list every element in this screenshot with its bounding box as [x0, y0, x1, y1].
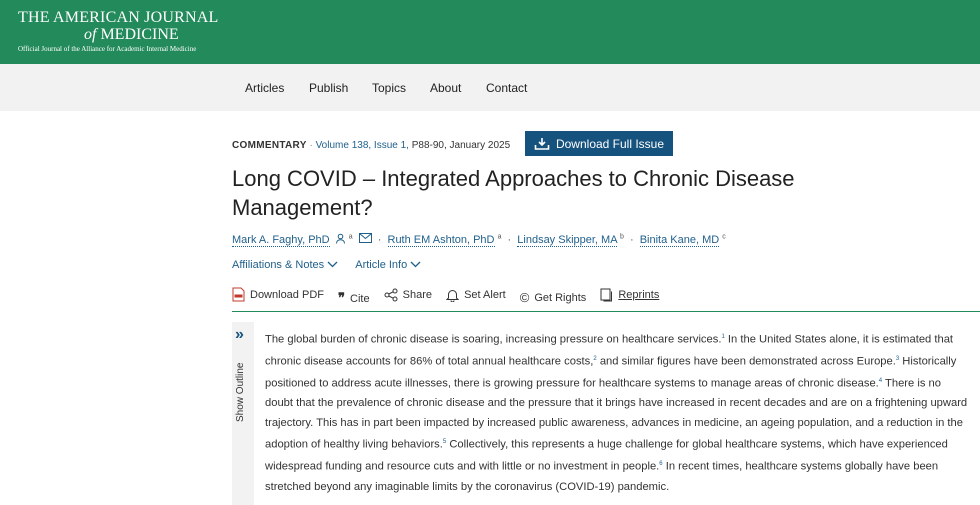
affiliations-notes-label: Affiliations & Notes: [232, 259, 325, 271]
nav-topics[interactable]: Topics: [372, 81, 407, 95]
download-full-issue-label: Download Full Issue: [555, 136, 665, 151]
journal-tagline: Official Journal of the Alliance for Academic Internal Medicine: [18, 45, 197, 53]
site-header: [0, 0, 980, 64]
get-rights-button[interactable]: [520, 290, 587, 305]
nav-articles[interactable]: Articles: [245, 81, 285, 95]
download-full-issue-button[interactable]: [525, 131, 673, 156]
article-info-label: Article Info: [355, 259, 408, 271]
author-list: Mark A. Faghy, PhD $^a$ · Ruth EM Ashton, PhD $^a$ · Lindsay Skipper, MA $^b$ · Binita Kane, MD $^c$: [232, 233, 726, 246]
cite-label: Cite: [350, 292, 370, 305]
article-tools: [232, 287, 980, 306]
download-pdf-label: Download PDF: [250, 288, 324, 301]
body-text-run: and similar figures have been demonstrated across Europe.: [596, 355, 896, 368]
nav-about[interactable]: About: [430, 81, 462, 95]
body-text-run: In recent times, healthcare systems globally have been stretched beyond any imaginable limits by the coronavirus (COVID-19) pandemic.: [265, 461, 939, 493]
reprints-icon: [600, 288, 613, 302]
double-chevron-right-icon: »: [235, 326, 244, 343]
affiliation-sup: c: [722, 233, 726, 241]
share-icon: [384, 288, 398, 302]
article-info-toggle[interactable]: [355, 259, 421, 271]
share-label: Share: [402, 289, 433, 301]
nav-publish[interactable]: Publish: [309, 81, 349, 95]
mail-icon[interactable]: [359, 233, 372, 243]
affiliation-sup: a: [348, 233, 353, 241]
body-text-run: The global burden of chronic disease is soaring, increasing pressure on healthcare services.: [265, 333, 722, 346]
quote-icon: ❞: [338, 291, 346, 306]
main-nav: [0, 64, 980, 111]
article-body-paragraph: [265, 328, 970, 497]
bell-icon: [446, 288, 459, 302]
tools-divider: [232, 311, 980, 312]
reprints-button[interactable]: [600, 288, 659, 302]
reprints-label: Reprints: [618, 289, 660, 301]
author-link[interactable]: Binita Kane, MD: [639, 234, 720, 246]
author-link[interactable]: Ruth EM Ashton, PhD: [387, 234, 495, 246]
reference-link[interactable]: 2: [593, 356, 597, 363]
set-alert-button[interactable]: [446, 288, 506, 302]
journal-logo-of: of: [84, 26, 97, 43]
article-links: [232, 259, 435, 271]
affiliations-notes-toggle[interactable]: [232, 259, 341, 271]
reference-link[interactable]: 4: [878, 378, 883, 385]
author-link[interactable]: Mark A. Faghy, PhD: [232, 234, 330, 246]
volume-link[interactable]: Volume 138, Issue 1,: [315, 140, 409, 151]
journal-logo-name: MEDICINE: [100, 26, 179, 43]
download-pdf-button[interactable]: [232, 287, 324, 302]
chevron-down-icon: [410, 261, 421, 268]
body-text-run: In the United States alone, it is estimated that chronic disease accounts for 86% of total annual healthcare costs,: [265, 333, 954, 368]
reference-link[interactable]: 1: [721, 334, 725, 340]
article-meta: COMMENTARY · Volume 138, Issue 1, P88-90, January 2025: [232, 140, 511, 151]
share-button[interactable]: [384, 288, 432, 302]
reference-link[interactable]: 6: [659, 461, 663, 468]
show-outline-label: Show Outline: [235, 362, 246, 422]
body-text-run: Collectively, this represents a huge challenge for global healthcare systems, which have experienced widespread funding and resource cuts and with little or no investment in people.: [265, 438, 948, 474]
journal-logo-line2[interactable]: [84, 26, 179, 44]
reference-link[interactable]: 3: [895, 356, 900, 363]
author-link[interactable]: Lindsay Skipper, MA: [517, 234, 617, 246]
pages-date: P88-90, January 2025: [411, 140, 511, 151]
person-icon[interactable]: [335, 233, 346, 244]
pdf-icon: [232, 287, 245, 302]
body-text-run: Historically positioned to address acute illnesses, there is growing pressure for healthcare systems to manage areas of chronic disease.: [265, 355, 957, 391]
show-outline-toggle[interactable]: [232, 322, 254, 505]
affiliation-sup: b: [620, 233, 624, 241]
chevron-down-icon: [327, 261, 338, 268]
cite-button[interactable]: [338, 291, 370, 306]
reference-link[interactable]: 5: [442, 439, 447, 446]
nav-contact[interactable]: Contact: [486, 81, 528, 95]
article-title: Long COVID – Integrated Approaches to Chronic Disease Management?: [232, 166, 795, 220]
get-rights-label: Get Rights: [534, 291, 587, 304]
affiliation-sup: a: [497, 233, 502, 241]
copyright-icon: ©: [519, 290, 530, 305]
journal-logo-line1[interactable]: THE AMERICAN JOURNAL: [18, 9, 219, 26]
set-alert-label: Set Alert: [464, 289, 506, 301]
download-icon: [534, 137, 550, 151]
article-type: COMMENTARY: [232, 140, 307, 151]
body-text-run: There is no doubt that the prevalence of chronic disease and the pressure that it brings have increased in recent decades and are on a frightening upward trajectory. This has in part been impacted by increased public awareness, advances in medicine, an ageing population, and a reduction in the adoption of healthy living behaviors.: [265, 378, 968, 451]
